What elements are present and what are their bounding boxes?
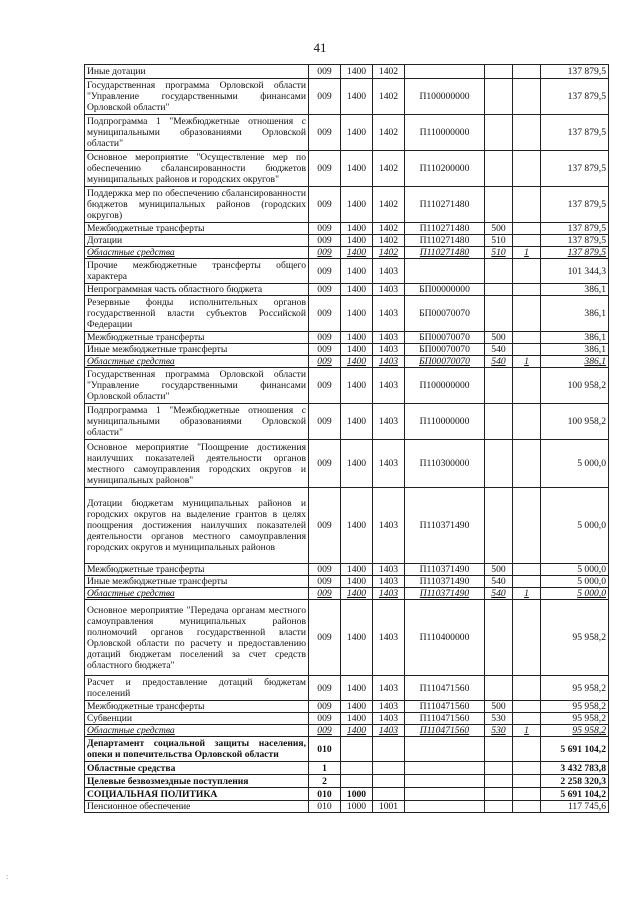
row-admin-code: 009: [309, 247, 341, 259]
row-name: Основное мероприятие "Поощрение достижения наилучших показателей деятельности органов местного самоуправления городских округов и муниципальных районов": [85, 440, 309, 488]
row-subsection-code: 1001: [373, 801, 405, 813]
row-name: Межбюджетные трансферты: [85, 701, 309, 713]
row-name: Департамент социальной защиты населения, опеки и попечительства Орловской области: [85, 737, 309, 762]
row-subsection-code: [373, 788, 405, 801]
row-name: Областные средства: [85, 247, 309, 259]
row-source-code: 1: [513, 725, 541, 737]
row-expense-type: [485, 284, 513, 296]
table-row: [85, 801, 609, 813]
row-target-code: П110271480: [405, 223, 485, 235]
row-source-code: [513, 775, 541, 788]
table-row: [85, 65, 609, 79]
row-admin-code: 009: [309, 65, 341, 79]
row-name: Межбюджетные трансферты: [85, 223, 309, 235]
row-name: Областные средства: [85, 725, 309, 737]
table-row: [85, 115, 609, 151]
row-expense-type: [485, 762, 513, 775]
row-section-code: 1400: [341, 404, 373, 440]
row-expense-type: 540: [485, 588, 513, 600]
row-subsection-code: 1402: [373, 187, 405, 223]
table-row: [85, 440, 609, 488]
row-subsection-code: 1403: [373, 588, 405, 600]
table-row: [85, 235, 609, 247]
row-amount: 5 691 104,2: [541, 737, 609, 762]
row-section-code: 1400: [341, 284, 373, 296]
row-name: Межбюджетные трансферты: [85, 332, 309, 344]
row-expense-type: [485, 79, 513, 115]
row-admin-code: 010: [309, 788, 341, 801]
row-target-code: [405, 737, 485, 762]
row-target-code: [405, 762, 485, 775]
row-target-code: [405, 65, 485, 79]
table-row: [85, 151, 609, 187]
row-section-code: 1400: [341, 713, 373, 725]
row-subsection-code: 1402: [373, 79, 405, 115]
table-row: [85, 404, 609, 440]
row-source-code: [513, 284, 541, 296]
row-source-code: [513, 788, 541, 801]
row-expense-type: 500: [485, 332, 513, 344]
table-row: [85, 775, 609, 788]
row-name: Дотации бюджетам муниципальных районов и городских округов на выделение грантов в целях поощрения достижения наилучших показателей деятельности органов местного самоуправления городских округов и муниципальных районов: [85, 488, 309, 564]
row-source-code: [513, 576, 541, 588]
row-name: Расчет и предоставление дотаций бюджетам поселений: [85, 676, 309, 701]
row-subsection-code: 1403: [373, 488, 405, 564]
row-expense-type: [485, 151, 513, 187]
table-row: [85, 600, 609, 676]
row-name: Подпрограмма 1 "Межбюджетные отношения с муниципальными образованиями Орловской области": [85, 404, 309, 440]
row-admin-code: 1: [309, 762, 341, 775]
row-expense-type: [485, 368, 513, 404]
row-section-code: 1400: [341, 259, 373, 284]
table-row: [85, 223, 609, 235]
row-admin-code: 009: [309, 332, 341, 344]
row-target-code: П110471560: [405, 713, 485, 725]
row-source-code: 1: [513, 588, 541, 600]
row-admin-code: 009: [309, 296, 341, 332]
row-source-code: [513, 488, 541, 564]
row-target-code: БП00070070: [405, 296, 485, 332]
row-amount: 137 879,5: [541, 187, 609, 223]
table-row: [85, 79, 609, 115]
row-section-code: [341, 775, 373, 788]
row-expense-type: [485, 65, 513, 79]
row-expense-type: [485, 676, 513, 701]
row-expense-type: [485, 788, 513, 801]
row-target-code: П100000000: [405, 79, 485, 115]
row-subsection-code: 1403: [373, 404, 405, 440]
row-name: Подпрограмма 1 "Межбюджетные отношения с муниципальными образованиями Орловской области": [85, 115, 309, 151]
row-section-code: 1400: [341, 115, 373, 151]
table-row: [85, 247, 609, 259]
row-expense-type: 500: [485, 701, 513, 713]
row-section-code: 1400: [341, 356, 373, 368]
row-target-code: П110371490: [405, 488, 485, 564]
row-expense-type: [485, 440, 513, 488]
row-source-code: [513, 737, 541, 762]
row-amount: 5 000,0: [541, 564, 609, 576]
table-row: [85, 713, 609, 725]
row-section-code: 1000: [341, 801, 373, 813]
row-admin-code: 009: [309, 259, 341, 284]
row-subsection-code: 1403: [373, 676, 405, 701]
row-admin-code: 009: [309, 151, 341, 187]
row-target-code: П110471560: [405, 725, 485, 737]
row-subsection-code: 1402: [373, 65, 405, 79]
row-target-code: П110371490: [405, 564, 485, 576]
row-subsection-code: 1403: [373, 701, 405, 713]
page-number: 41: [313, 40, 327, 55]
row-subsection-code: 1403: [373, 600, 405, 676]
row-source-code: [513, 762, 541, 775]
row-name: Государственная программа Орловской области "Управление государственными финансами Орловской области": [85, 79, 309, 115]
row-amount: 137 879,5: [541, 247, 609, 259]
row-target-code: П110300000: [405, 440, 485, 488]
table-row: [85, 259, 609, 284]
row-admin-code: 009: [309, 223, 341, 235]
row-admin-code: 009: [309, 187, 341, 223]
row-source-code: [513, 801, 541, 813]
row-expense-type: [485, 115, 513, 151]
row-amount: 95 958,2: [541, 713, 609, 725]
row-expense-type: 510: [485, 247, 513, 259]
row-target-code: БП00070070: [405, 332, 485, 344]
row-admin-code: 009: [309, 564, 341, 576]
row-admin-code: 009: [309, 725, 341, 737]
row-name: Иные межбюджетные трансферты: [85, 576, 309, 588]
row-section-code: [341, 762, 373, 775]
row-amount: 117 745,6: [541, 801, 609, 813]
row-expense-type: [485, 488, 513, 564]
row-target-code: [405, 788, 485, 801]
row-expense-type: [485, 404, 513, 440]
row-source-code: [513, 259, 541, 284]
table-row: [85, 564, 609, 576]
row-expense-type: 540: [485, 576, 513, 588]
row-subsection-code: 1402: [373, 235, 405, 247]
table-row: [85, 588, 609, 600]
row-subsection-code: [373, 737, 405, 762]
row-amount: 5 000,0: [541, 440, 609, 488]
row-name: Областные средства: [85, 588, 309, 600]
row-section-code: 1400: [341, 488, 373, 564]
row-name: Непрограммная часть областного бюджета: [85, 284, 309, 296]
row-section-code: 1400: [341, 344, 373, 356]
row-admin-code: 009: [309, 488, 341, 564]
row-amount: 100 958,2: [541, 368, 609, 404]
row-section-code: 1400: [341, 223, 373, 235]
row-section-code: 1400: [341, 65, 373, 79]
row-section-code: 1400: [341, 576, 373, 588]
row-admin-code: 009: [309, 713, 341, 725]
row-expense-type: 500: [485, 564, 513, 576]
row-admin-code: 009: [309, 576, 341, 588]
row-admin-code: 009: [309, 404, 341, 440]
row-target-code: П110200000: [405, 151, 485, 187]
row-subsection-code: 1403: [373, 284, 405, 296]
row-target-code: БП00070070: [405, 356, 485, 368]
row-amount: 100 958,2: [541, 404, 609, 440]
row-expense-type: 540: [485, 344, 513, 356]
row-target-code: [405, 775, 485, 788]
row-subsection-code: 1403: [373, 564, 405, 576]
row-name: Целевые безвозмездные поступления: [85, 775, 309, 788]
row-amount: 101 344,3: [541, 259, 609, 284]
row-expense-type: [485, 801, 513, 813]
row-amount: 5 691 104,2: [541, 788, 609, 801]
margin-mark: :: [6, 872, 9, 881]
row-source-code: [513, 65, 541, 79]
row-target-code: [405, 801, 485, 813]
row-admin-code: 009: [309, 235, 341, 247]
row-expense-type: [485, 187, 513, 223]
row-section-code: 1400: [341, 725, 373, 737]
row-target-code: П110271480: [405, 235, 485, 247]
row-admin-code: 009: [309, 600, 341, 676]
row-subsection-code: [373, 762, 405, 775]
row-amount: 95 958,2: [541, 676, 609, 701]
row-section-code: 1400: [341, 151, 373, 187]
row-amount: 137 879,5: [541, 65, 609, 79]
row-subsection-code: 1403: [373, 332, 405, 344]
row-admin-code: 009: [309, 701, 341, 713]
row-subsection-code: 1403: [373, 344, 405, 356]
row-admin-code: 2: [309, 775, 341, 788]
row-expense-type: 540: [485, 356, 513, 368]
table-row: [85, 701, 609, 713]
row-source-code: [513, 296, 541, 332]
row-source-code: 1: [513, 247, 541, 259]
row-source-code: [513, 115, 541, 151]
row-section-code: 1400: [341, 701, 373, 713]
row-section-code: 1400: [341, 368, 373, 404]
row-expense-type: 530: [485, 725, 513, 737]
row-target-code: П110371490: [405, 588, 485, 600]
budget-table: [84, 64, 609, 813]
row-amount: 137 879,5: [541, 79, 609, 115]
row-section-code: 1400: [341, 79, 373, 115]
table-row: [85, 356, 609, 368]
row-expense-type: 530: [485, 713, 513, 725]
table-row: [85, 284, 609, 296]
row-admin-code: 009: [309, 676, 341, 701]
row-amount: 95 958,2: [541, 701, 609, 713]
row-amount: 5 000,0: [541, 576, 609, 588]
row-section-code: 1400: [341, 187, 373, 223]
row-section-code: 1400: [341, 332, 373, 344]
row-section-code: 1400: [341, 588, 373, 600]
row-target-code: БП00000000: [405, 284, 485, 296]
row-name: Областные средства: [85, 762, 309, 775]
row-amount: 95 958,2: [541, 600, 609, 676]
row-subsection-code: 1403: [373, 296, 405, 332]
row-subsection-code: 1403: [373, 368, 405, 404]
row-amount: 386,1: [541, 284, 609, 296]
row-source-code: [513, 713, 541, 725]
row-target-code: П110471560: [405, 701, 485, 713]
budget-table-body: [85, 65, 609, 813]
row-expense-type: [485, 296, 513, 332]
row-source-code: [513, 235, 541, 247]
row-admin-code: 009: [309, 356, 341, 368]
row-subsection-code: 1403: [373, 576, 405, 588]
row-subsection-code: 1403: [373, 356, 405, 368]
row-section-code: 1400: [341, 564, 373, 576]
row-admin-code: 009: [309, 440, 341, 488]
row-section-code: [341, 737, 373, 762]
row-source-code: [513, 676, 541, 701]
row-source-code: [513, 404, 541, 440]
row-section-code: 1400: [341, 247, 373, 259]
row-target-code: П110371490: [405, 576, 485, 588]
row-admin-code: 009: [309, 368, 341, 404]
row-name: Иные дотации: [85, 65, 309, 79]
row-source-code: [513, 151, 541, 187]
row-source-code: [513, 332, 541, 344]
row-admin-code: 010: [309, 801, 341, 813]
row-source-code: [513, 600, 541, 676]
row-subsection-code: [373, 775, 405, 788]
row-expense-type: 500: [485, 223, 513, 235]
row-target-code: П110400000: [405, 600, 485, 676]
table-row: [85, 368, 609, 404]
row-name: Резервные фонды исполнительных органов государственной власти субъектов Российской Федерации: [85, 296, 309, 332]
row-name: Основное мероприятие "Осуществление мер по обеспечению сбалансированности бюджетов муниципальных районов и городских округов": [85, 151, 309, 187]
row-amount: 137 879,5: [541, 235, 609, 247]
row-admin-code: 009: [309, 284, 341, 296]
row-amount: 2 258 320,3: [541, 775, 609, 788]
row-section-code: 1400: [341, 600, 373, 676]
row-name: Государственная программа Орловской области "Управление государственными финансами Орловской области": [85, 368, 309, 404]
row-target-code: П110471560: [405, 676, 485, 701]
row-name: СОЦИАЛЬНАЯ ПОЛИТИКА: [85, 788, 309, 801]
row-name: Иные межбюджетные трансферты: [85, 344, 309, 356]
row-source-code: 1: [513, 356, 541, 368]
row-source-code: [513, 79, 541, 115]
row-subsection-code: 1402: [373, 247, 405, 259]
row-amount: 386,1: [541, 356, 609, 368]
row-admin-code: 009: [309, 115, 341, 151]
row-subsection-code: 1403: [373, 725, 405, 737]
row-name: Дотации: [85, 235, 309, 247]
row-name: Субвенции: [85, 713, 309, 725]
row-target-code: П110000000: [405, 115, 485, 151]
row-source-code: [513, 564, 541, 576]
table-row: [85, 788, 609, 801]
row-name: Прочие межбюджетные трансферты общего характера: [85, 259, 309, 284]
row-amount: 386,1: [541, 296, 609, 332]
row-target-code: П110000000: [405, 404, 485, 440]
row-subsection-code: 1403: [373, 713, 405, 725]
table-row: [85, 725, 609, 737]
row-subsection-code: 1403: [373, 440, 405, 488]
row-subsection-code: 1402: [373, 223, 405, 235]
row-source-code: [513, 440, 541, 488]
row-target-code: П110271480: [405, 247, 485, 259]
row-amount: 137 879,5: [541, 151, 609, 187]
row-admin-code: 009: [309, 588, 341, 600]
row-name: Областные средства: [85, 356, 309, 368]
row-amount: 95 958,2: [541, 725, 609, 737]
row-section-code: 1400: [341, 296, 373, 332]
row-target-code: П100000000: [405, 368, 485, 404]
row-expense-type: [485, 737, 513, 762]
row-expense-type: [485, 775, 513, 788]
row-target-code: П110271480: [405, 187, 485, 223]
row-amount: 386,1: [541, 332, 609, 344]
row-expense-type: [485, 259, 513, 284]
table-row: [85, 576, 609, 588]
row-admin-code: 009: [309, 79, 341, 115]
row-section-code: 1400: [341, 440, 373, 488]
row-expense-type: 510: [485, 235, 513, 247]
row-target-code: [405, 259, 485, 284]
row-source-code: [513, 701, 541, 713]
table-row: [85, 737, 609, 762]
row-admin-code: 010: [309, 737, 341, 762]
row-source-code: [513, 368, 541, 404]
row-expense-type: [485, 600, 513, 676]
table-row: [85, 488, 609, 564]
row-amount: 137 879,5: [541, 115, 609, 151]
row-amount: 137 879,5: [541, 223, 609, 235]
row-amount: 5 000,0: [541, 588, 609, 600]
row-source-code: [513, 187, 541, 223]
row-name: Основное мероприятие "Передача органам местного самоуправления муниципальных районов полномочий органов государственной власти Орловской области по расчету и предоставлению дотаций бюджетам поселений за счет средств областного бюджета": [85, 600, 309, 676]
row-admin-code: 009: [309, 344, 341, 356]
table-row: [85, 344, 609, 356]
row-source-code: [513, 223, 541, 235]
row-section-code: 1000: [341, 788, 373, 801]
row-amount: 5 000,0: [541, 488, 609, 564]
row-subsection-code: 1403: [373, 259, 405, 284]
row-name: Поддержка мер по обеспечению сбалансированности бюджетов муниципальных районов (городских округов): [85, 187, 309, 223]
table-row: [85, 762, 609, 775]
row-target-code: БП00070070: [405, 344, 485, 356]
row-amount: 3 432 783,8: [541, 762, 609, 775]
row-section-code: 1400: [341, 676, 373, 701]
row-source-code: [513, 344, 541, 356]
row-section-code: 1400: [341, 235, 373, 247]
row-subsection-code: 1402: [373, 115, 405, 151]
table-row: [85, 296, 609, 332]
row-name: Пенсионное обеспечение: [85, 801, 309, 813]
table-row: [85, 332, 609, 344]
row-subsection-code: 1402: [373, 151, 405, 187]
row-amount: 386,1: [541, 344, 609, 356]
row-name: Межбюджетные трансферты: [85, 564, 309, 576]
table-row: [85, 187, 609, 223]
table-row: [85, 676, 609, 701]
